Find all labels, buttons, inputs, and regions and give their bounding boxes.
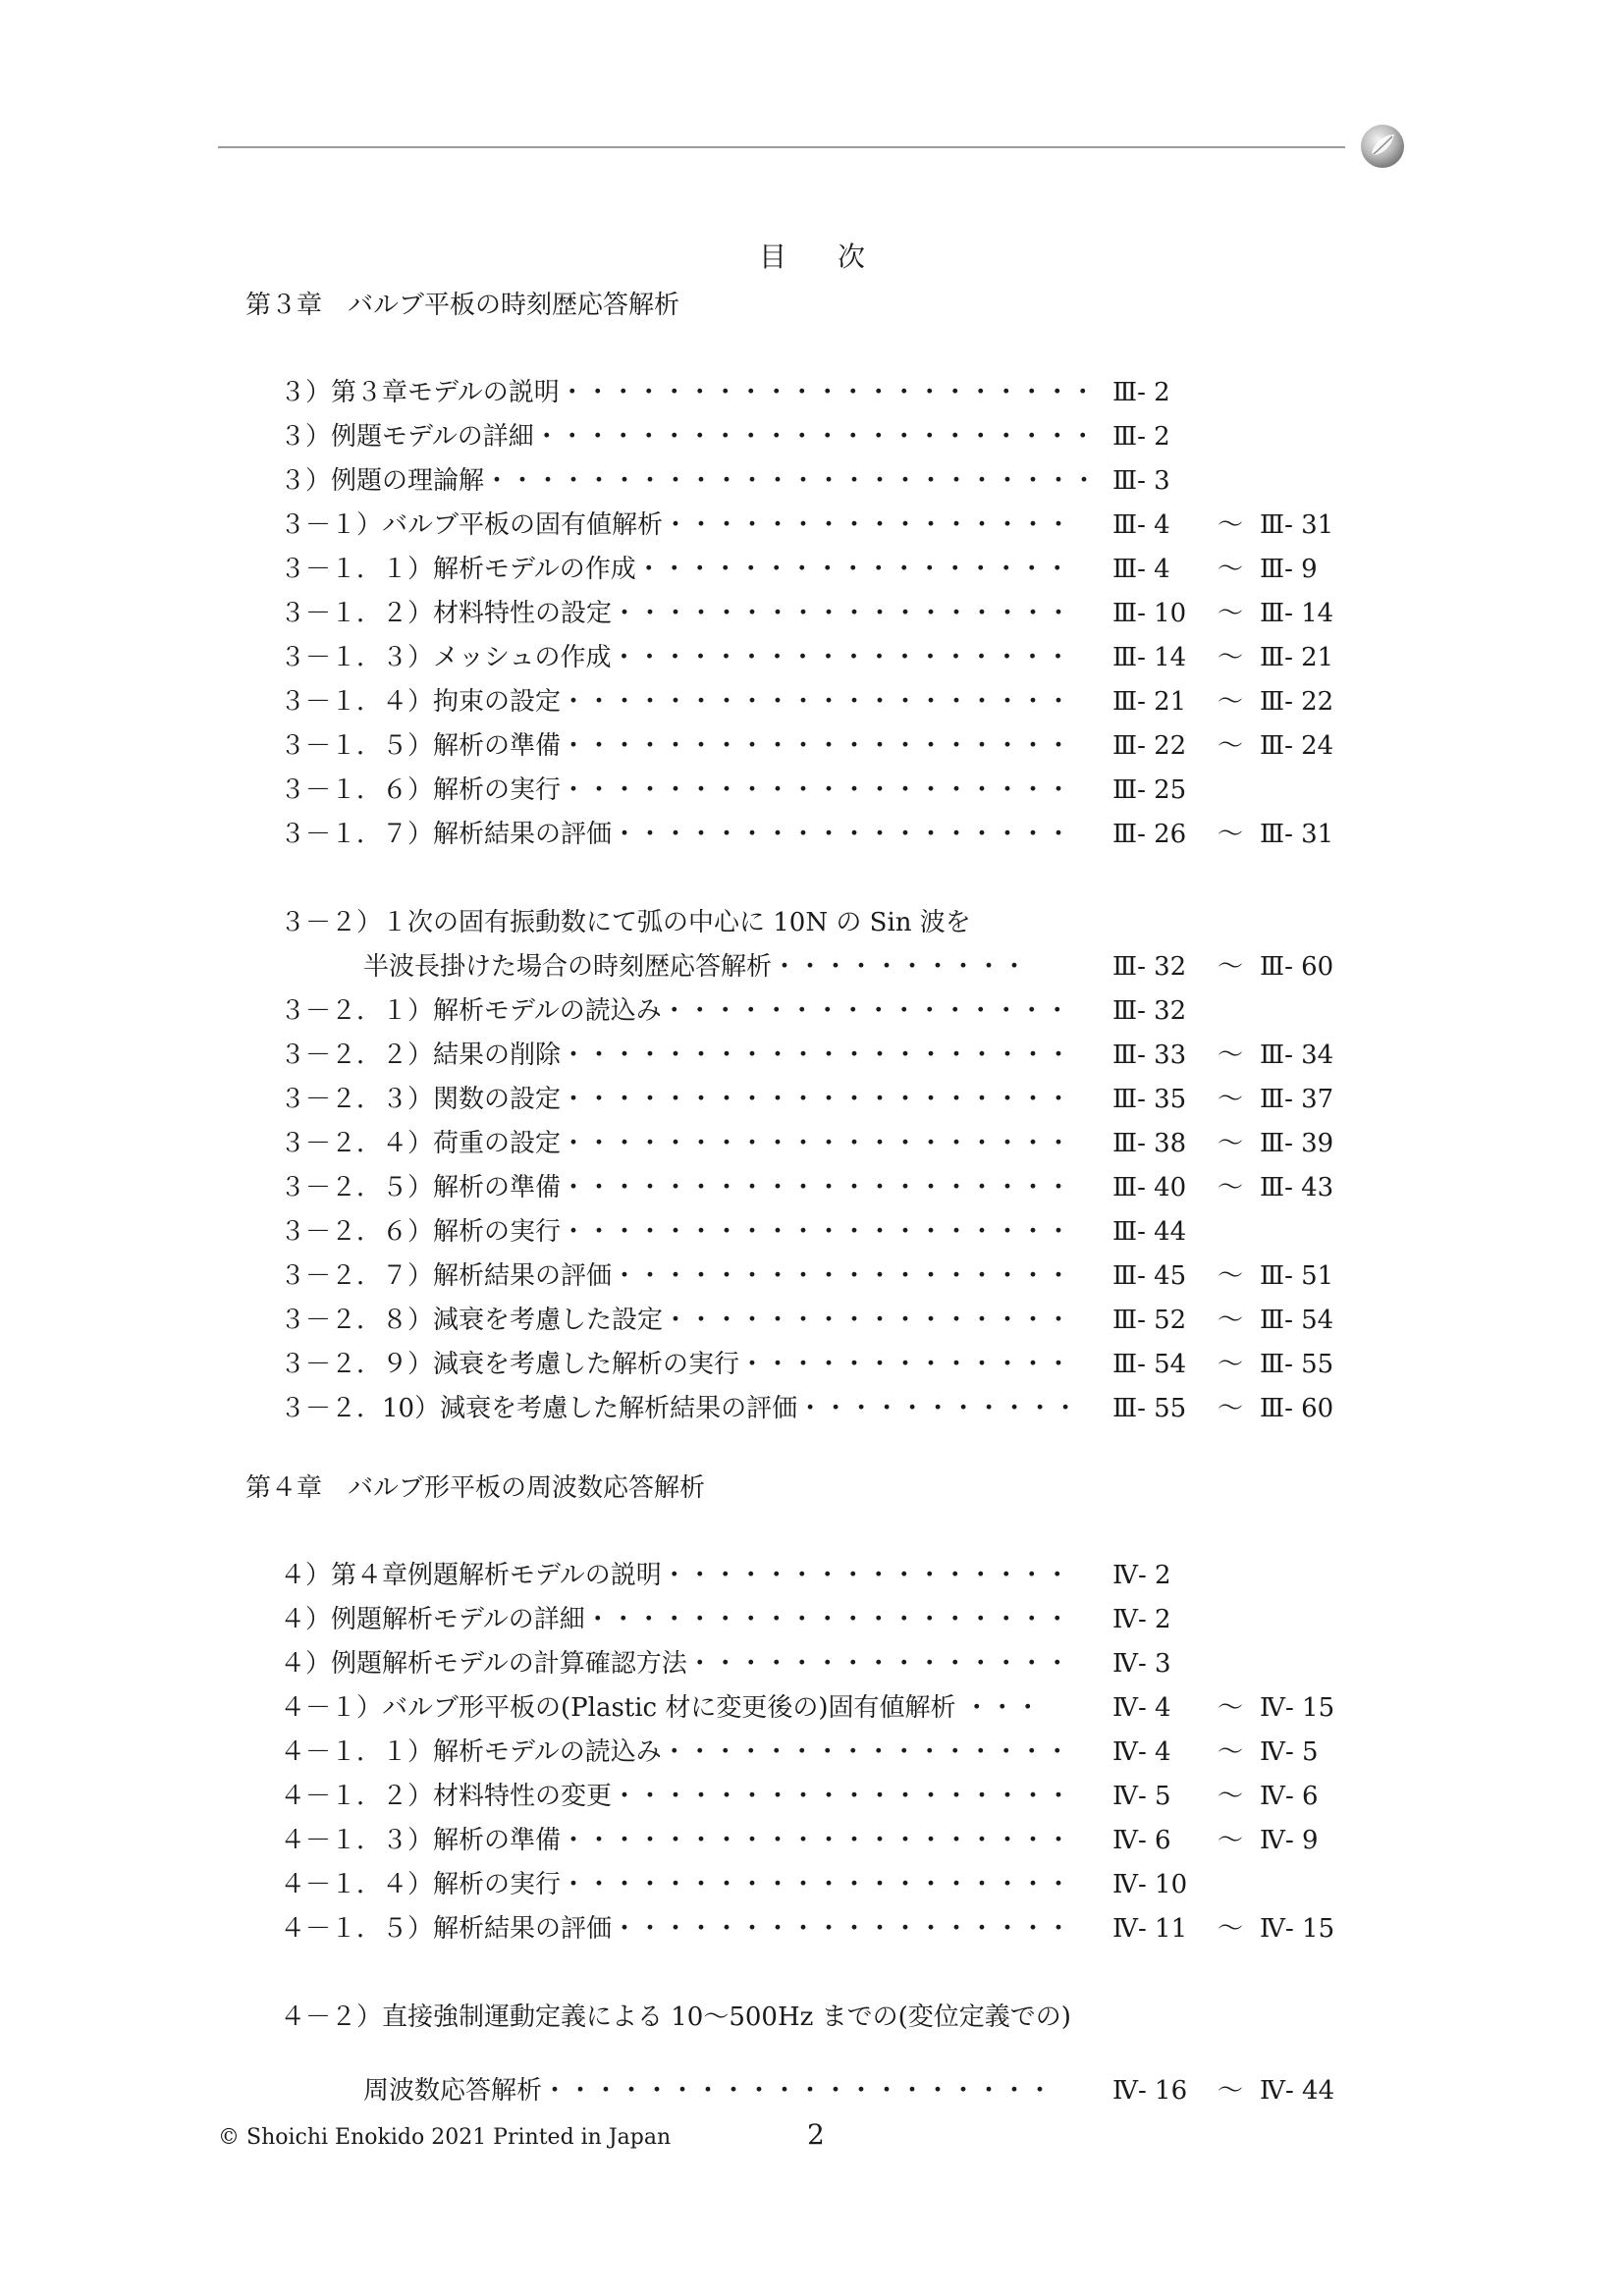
header-rule — [218, 146, 1345, 148]
toc-entry-label: ３－２．８）減衰を考慮した設定・・・・・・・・・・・・・・・・ — [280, 1306, 1072, 1335]
toc-entry-start-page: Ⅲ- 33 — [1112, 1041, 1187, 1070]
toc-entry — [280, 1821, 1340, 1860]
toc-entry-start-page: Ⅳ- 2 — [1112, 1561, 1171, 1590]
toc-entry-start-page: Ⅲ- 45 — [1112, 1261, 1187, 1291]
toc-entry — [280, 1688, 1340, 1728]
toc-entry — [280, 771, 1340, 810]
toc-entry-label: ４）第４章例題解析モデルの説明・・・・・・・・・・・・・・・・ — [280, 1561, 1070, 1590]
toc-entry-label: ３）第３章モデルの説明・・・・・・・・・・・・・・・・・・・・・ — [280, 378, 1096, 407]
toc-entry-start-page: Ⅳ- 11 — [1112, 1914, 1188, 1944]
toc-entry — [280, 1389, 1340, 1428]
toc-entry-end-page: Ⅲ- 55 — [1260, 1350, 1334, 1379]
toc-entry-start-page: Ⅲ- 10 — [1112, 599, 1187, 628]
toc-entry-range-separator: ～ — [1218, 510, 1244, 540]
toc-entry-range-separator: ～ — [1218, 1041, 1244, 1070]
toc-entry-start-page: Ⅲ- 14 — [1112, 643, 1187, 672]
toc-entry-start-page: Ⅲ- 2 — [1112, 378, 1170, 407]
toc-entry-start-page: Ⅲ- 44 — [1112, 1217, 1187, 1247]
toc-entry-range-separator: ～ — [1218, 599, 1244, 628]
toc-entry-range-separator: ～ — [1218, 1350, 1244, 1379]
toc-entry — [280, 947, 1340, 987]
toc-entry — [280, 815, 1340, 854]
toc-entry-range-separator: ～ — [1218, 731, 1244, 761]
toc-entry-label: ３－１．１）解析モデルの作成・・・・・・・・・・・・・・・・・ — [280, 555, 1070, 584]
toc-entry-label: ３－２．５）解析の準備・・・・・・・・・・・・・・・・・・・・ — [280, 1173, 1072, 1202]
toc-entry-end-page: Ⅲ- 54 — [1260, 1306, 1334, 1335]
toc-entry — [280, 1168, 1340, 1207]
toc-entry — [280, 1998, 1340, 2037]
toc-entry-range-separator: ～ — [1218, 1394, 1244, 1423]
toc-entry — [280, 1212, 1340, 1252]
toc-entry-label: ４）例題解析モデルの計算確認方法・・・・・・・・・・・・・・・ — [280, 1649, 1070, 1679]
chapter-heading: 第４章 バルブ形平板の周波数応答解析 — [245, 1473, 706, 1503]
toc-entry-start-page: Ⅲ- 25 — [1112, 775, 1187, 805]
toc-entry-start-page: Ⅳ- 16 — [1112, 2076, 1188, 2106]
toc-entry-start-page: Ⅲ- 26 — [1112, 820, 1187, 849]
toc-entry-start-page: Ⅲ- 2 — [1112, 422, 1170, 452]
toc-entry — [280, 2071, 1340, 2110]
toc-entry-start-page: Ⅲ- 32 — [1112, 996, 1187, 1026]
toc-entry — [280, 373, 1340, 412]
toc-entry — [280, 1036, 1340, 1075]
toc-entry-start-page: Ⅳ- 2 — [1112, 1605, 1171, 1634]
toc-entry-end-page: Ⅲ- 60 — [1260, 952, 1334, 982]
toc-entry-range-separator: ～ — [1218, 820, 1244, 849]
toc-entry-range-separator: ～ — [1218, 1782, 1244, 1811]
toc-entry-label: ３－１．３）メッシュの作成・・・・・・・・・・・・・・・・・・ — [280, 643, 1071, 672]
leaf-emblem-icon — [1359, 123, 1406, 170]
toc-entry-end-page: Ⅳ- 44 — [1260, 2076, 1335, 2106]
toc-entry-end-page: Ⅲ- 51 — [1260, 1261, 1334, 1291]
toc-entry-label: ３－１．２）材料特性の設定・・・・・・・・・・・・・・・・・・ — [280, 599, 1072, 628]
toc-entry-range-separator: ～ — [1218, 1737, 1244, 1767]
toc-entry-end-page: Ⅳ- 15 — [1260, 1693, 1335, 1723]
toc-entry — [280, 991, 1340, 1031]
toc-entry-label: ４－１）バルブ形平板の(Plastic 材に変更後の)固有値解析 ・・・ — [280, 1693, 1041, 1723]
toc-entry-end-page: Ⅲ- 31 — [1260, 510, 1334, 540]
toc-entry-start-page: Ⅲ- 22 — [1112, 731, 1187, 761]
toc-entry-label: ３－１．４）拘束の設定・・・・・・・・・・・・・・・・・・・・ — [280, 687, 1072, 717]
toc-entry-label: ３－１．６）解析の実行・・・・・・・・・・・・・・・・・・・・ — [280, 775, 1072, 805]
toc-entry-label: ４）例題解析モデルの詳細・・・・・・・・・・・・・・・・・・・ — [280, 1605, 1070, 1634]
toc-entry-start-page: Ⅲ- 52 — [1112, 1306, 1187, 1335]
toc-entry-end-page: Ⅲ- 37 — [1260, 1085, 1334, 1114]
page-title: 目次 — [758, 240, 916, 273]
toc-entry-start-page: Ⅳ- 5 — [1112, 1782, 1171, 1811]
toc-entry-label: ４－１．４）解析の実行・・・・・・・・・・・・・・・・・・・・ — [280, 1870, 1072, 1899]
toc-entry-start-page: Ⅲ- 55 — [1112, 1394, 1187, 1423]
toc-entry-end-page: Ⅲ- 14 — [1260, 599, 1334, 628]
toc-entry-label: ３－１．７）解析結果の評価・・・・・・・・・・・・・・・・・・ — [280, 820, 1072, 849]
toc-entry — [280, 461, 1340, 501]
toc-entry-end-page: Ⅳ- 5 — [1260, 1737, 1319, 1767]
toc-entry-end-page: Ⅳ- 15 — [1260, 1914, 1335, 1944]
toc-entry-end-page: Ⅲ- 9 — [1260, 555, 1318, 584]
chapter-heading: 第３章 バルブ平板の時刻歴応答解析 — [245, 291, 680, 320]
toc-entry-label: 半波長掛けた場合の時刻歴応答解析・・・・・・・・・・ — [363, 952, 1028, 982]
toc-entry-start-page: Ⅲ- 4 — [1112, 555, 1170, 584]
toc-entry-label: ３－２．１）解析モデルの読込み・・・・・・・・・・・・・・・・ — [280, 996, 1070, 1026]
toc-entry-label: ３－２．６）解析の実行・・・・・・・・・・・・・・・・・・・・ — [280, 1217, 1072, 1247]
toc-entry-start-page: Ⅲ- 4 — [1112, 510, 1170, 540]
toc-entry — [280, 1556, 1340, 1595]
toc-entry-label: ３）例題モデルの詳細・・・・・・・・・・・・・・・・・・・・・・ — [280, 422, 1096, 452]
toc-entry-end-page: Ⅳ- 9 — [1260, 1826, 1319, 1855]
toc-entry — [280, 417, 1340, 456]
toc-entry-start-page: Ⅳ- 4 — [1112, 1693, 1171, 1723]
toc-entry-start-page: Ⅲ- 32 — [1112, 952, 1187, 982]
copyright-notice: © Shoichi Enokido 2021 Printed in Japan — [218, 2125, 672, 2150]
toc-entry-range-separator: ～ — [1218, 1129, 1244, 1158]
toc-entry-label: ４－１．３）解析の準備・・・・・・・・・・・・・・・・・・・・ — [280, 1826, 1072, 1855]
toc-entry — [280, 1644, 1340, 1683]
toc-entry-start-page: Ⅲ- 3 — [1112, 466, 1170, 496]
toc-entry — [280, 1733, 1340, 1772]
toc-entry — [280, 1345, 1340, 1384]
toc-entry-end-page: Ⅲ- 43 — [1260, 1173, 1334, 1202]
toc-entry — [280, 506, 1340, 545]
toc-entry-end-page: Ⅲ- 60 — [1260, 1394, 1334, 1423]
toc-entry-start-page: Ⅳ- 6 — [1112, 1826, 1171, 1855]
toc-entry-end-page: Ⅲ- 39 — [1260, 1129, 1334, 1158]
toc-entry-label: ３－１．５）解析の準備・・・・・・・・・・・・・・・・・・・・ — [280, 731, 1072, 761]
toc-entry-range-separator: ～ — [1218, 687, 1244, 717]
toc-entry-start-page: Ⅳ- 3 — [1112, 1649, 1171, 1679]
toc-entry-start-page: Ⅲ- 38 — [1112, 1129, 1187, 1158]
toc-entry-label: ４－１．１）解析モデルの読込み・・・・・・・・・・・・・・・・ — [280, 1737, 1070, 1767]
toc-entry-range-separator: ～ — [1218, 1085, 1244, 1114]
toc-entry-range-separator: ～ — [1218, 1173, 1244, 1202]
toc-entry-end-page: Ⅲ- 31 — [1260, 820, 1334, 849]
toc-entry-start-page: Ⅲ- 40 — [1112, 1173, 1187, 1202]
toc-entry-end-page: Ⅲ- 34 — [1260, 1041, 1334, 1070]
toc-entry-label: ３－２．９）減衰を考慮した解析の実行・・・・・・・・・・・・・ — [280, 1350, 1072, 1379]
toc-entry-start-page: Ⅲ- 54 — [1112, 1350, 1187, 1379]
toc-entry-range-separator: ～ — [1218, 952, 1244, 982]
toc-entry-range-separator: ～ — [1218, 1826, 1244, 1855]
toc-entry — [280, 550, 1340, 589]
toc-entry-range-separator: ～ — [1218, 1914, 1244, 1944]
toc-entry-end-page: Ⅳ- 6 — [1260, 1782, 1319, 1811]
toc-entry-label: ３－２．10）減衰を考慮した解析結果の評価・・・・・・・・・・・ — [280, 1394, 1079, 1423]
toc-entry — [280, 1777, 1340, 1816]
toc-entry — [280, 726, 1340, 766]
toc-entry-range-separator: ～ — [1218, 1261, 1244, 1291]
toc-entry-start-page: Ⅲ- 21 — [1112, 687, 1187, 717]
toc-entry-label: ３－２．７）解析結果の評価・・・・・・・・・・・・・・・・・・ — [280, 1261, 1072, 1291]
toc-entry — [280, 1600, 1340, 1639]
toc-entry — [280, 1080, 1340, 1119]
toc-entry-range-separator: ～ — [1218, 1306, 1244, 1335]
toc-entry-range-separator: ～ — [1218, 555, 1244, 584]
toc-entry-end-page: Ⅲ- 24 — [1260, 731, 1334, 761]
toc-entry-label: ３－１）バルブ平板の固有値解析・・・・・・・・・・・・・・・・ — [280, 510, 1072, 540]
toc-entry — [280, 1124, 1340, 1163]
toc-entry-label: ３－２．３）関数の設定・・・・・・・・・・・・・・・・・・・・ — [280, 1085, 1072, 1114]
toc-entry-label: ４－１．５）解析結果の評価・・・・・・・・・・・・・・・・・・ — [280, 1914, 1072, 1944]
toc-entry — [280, 682, 1340, 721]
toc-entry-end-page: Ⅲ- 21 — [1260, 643, 1334, 672]
toc-entry-label: ４－１．２）材料特性の変更・・・・・・・・・・・・・・・・・・ — [280, 1782, 1072, 1811]
page-number: 2 — [807, 2118, 825, 2151]
toc-entry-range-separator: ～ — [1218, 2076, 1244, 2106]
toc-entry — [280, 1256, 1340, 1296]
toc-entry-label: ３－２）１次の固有振動数にて弧の中心に 10N の Sin 波を — [280, 908, 971, 937]
toc-entry-end-page: Ⅲ- 22 — [1260, 687, 1334, 717]
toc-entry-start-page: Ⅲ- 35 — [1112, 1085, 1187, 1114]
toc-entry — [280, 1865, 1340, 1904]
toc-entry — [280, 594, 1340, 633]
toc-entry — [280, 1301, 1340, 1340]
toc-entry — [280, 638, 1340, 677]
toc-entry-range-separator: ～ — [1218, 1693, 1244, 1723]
toc-entry-label: ４－２）直接強制運動定義による 10～500Hz までの(変位定義での) — [280, 2002, 1071, 2032]
toc-entry-start-page: Ⅳ- 10 — [1112, 1870, 1188, 1899]
toc-entry-label: 周波数応答解析・・・・・・・・・・・・・・・・・・・・ — [363, 2076, 1054, 2106]
toc-entry — [280, 903, 1340, 942]
toc-entry-label: ３－２．２）結果の削除・・・・・・・・・・・・・・・・・・・・ — [280, 1041, 1072, 1070]
toc-entry-label: ３）例題の理論解・・・・・・・・・・・・・・・・・・・・・・・・ — [280, 466, 1098, 496]
toc-entry-label: ３－２．４）荷重の設定・・・・・・・・・・・・・・・・・・・・ — [280, 1129, 1072, 1158]
toc-entry-start-page: Ⅳ- 4 — [1112, 1737, 1171, 1767]
toc-entry — [280, 1909, 1340, 1949]
toc-entry-range-separator: ～ — [1218, 643, 1244, 672]
